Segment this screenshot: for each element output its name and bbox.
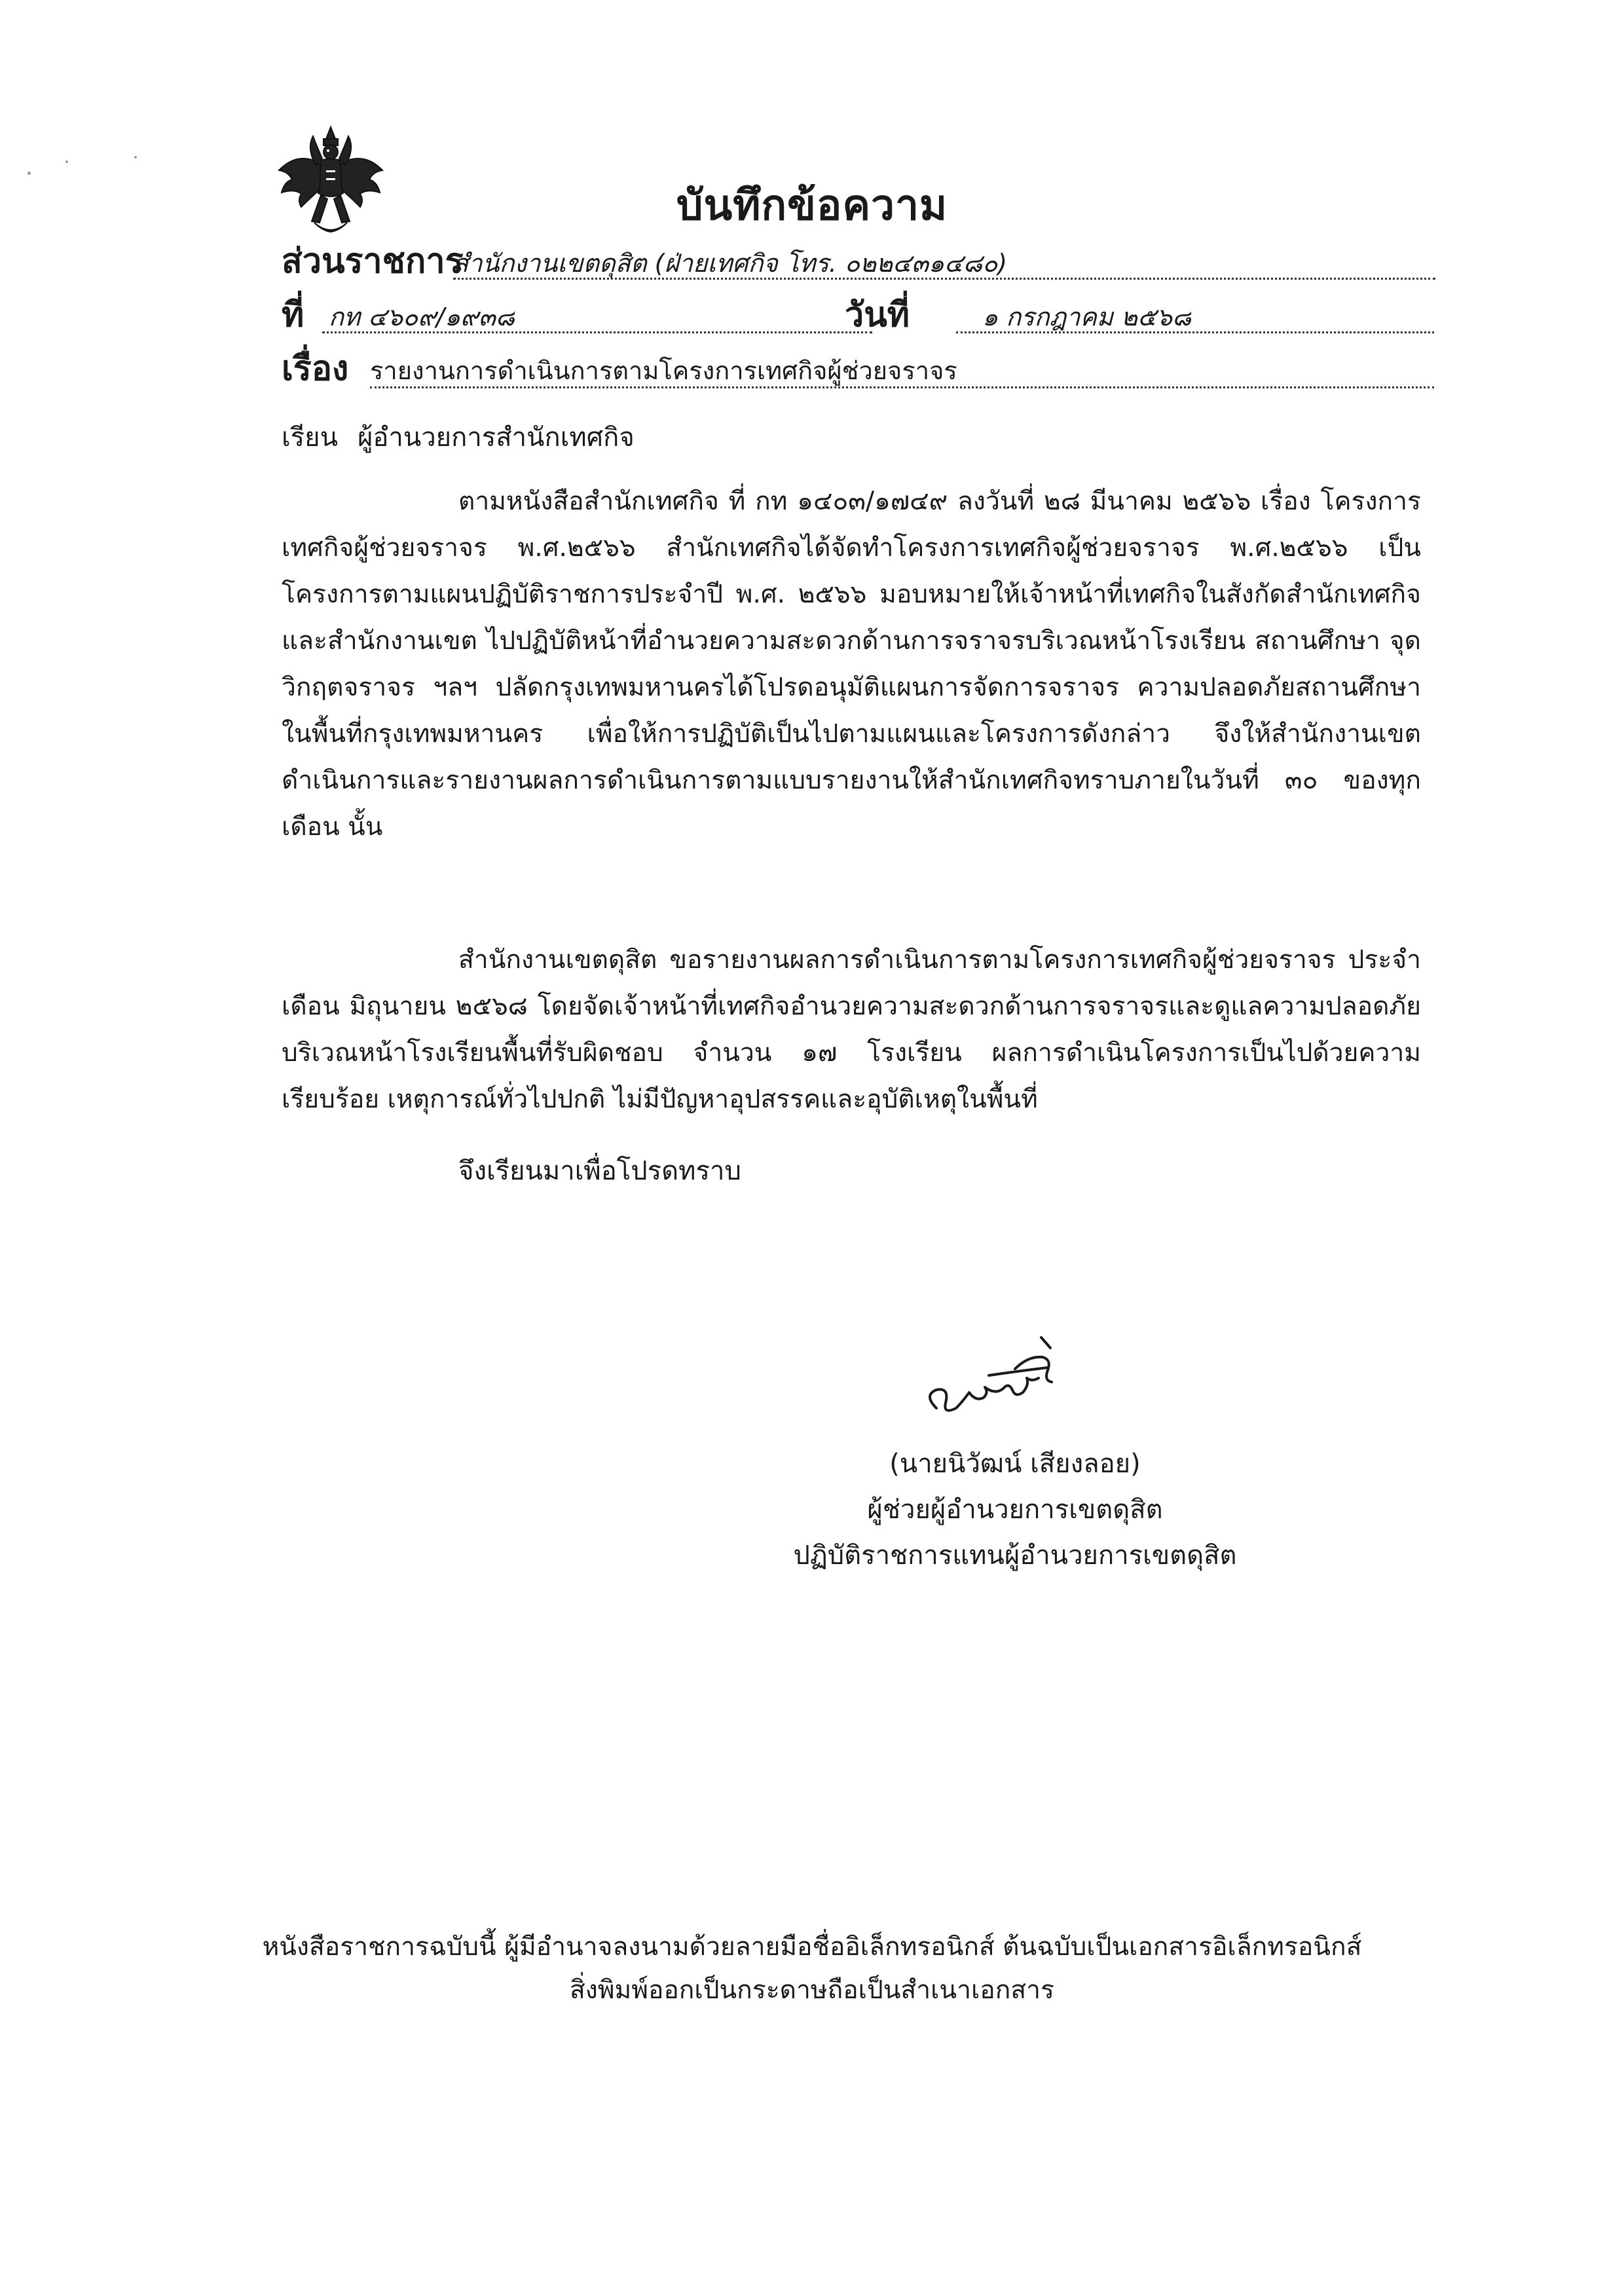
date-label: วันที่ [845,295,910,335]
subject-line [282,346,1441,392]
body-paragraph-1: ตามหนังสือสำนักเทศกิจ ที่ กท ๑๔๐๓/๑๗๔๙ ลงวันที่ ๒๘ มีนาคม ๒๕๖๖ เรื่อง โครงการเทศกิจผู้ช่วยจราจร พ.ศ.๒๕๖๖ สำนักเทศกิจได้จัดทำโครงการเทศกิจผู้ช่วยจราจร พ.ศ.๒๕๖๖ เป็นโครงการตามแผนปฏิบัติราชการประจำปี พ.ศ. ๒๕๖๖ มอบหมายให้เจ้าหน้าที่เทศกิจในสังกัดสำนักเทศกิจและสำนักงานเขต ไปปฏิบัติหน้าที่อำนวยความสะดวกด้านการจราจรบริเวณหน้าโรงเรียน สถานศึกษา จุดวิกฤตจราจร ฯลฯ ปลัดกรุงเทพมหานครได้โปรดอนุมัติแผนการจัดการจราจร ความปลอดภัยสถานศึกษาในพื้นที่กรุงเทพมหานคร เพื่อให้การปฏิบัติเป็นไปตามแผนและโครงการดังกล่าว จึงให้สำนักงานเขตดำเนินการและรายงานผลการดำเนินการตามแบบรายงานให้สำนักเทศกิจทราบภายในวันที่ ๓๐ ของทุกเดือน นั้น [282,487,1421,842]
ref-date-line [282,292,1441,338]
body-paragraph-2: สำนักงานเขตดุสิต ขอรายงานผลการดำเนินการตามโครงการเทศกิจผู้ช่วยจราจร ประจำเดือน มิถุนายน ๒๕๖๘ โดยจัดเจ้าหน้าที่เทศกิจอำนวยความสะดวกด้านการจราจรและดูแลความปลอดภัยบริเวณหน้าโรงเรียนพื้นที่รับผิดชอบ จำนวน ๑๗ โรงเรียน ผลการดำเนินโครงการเป็นไปด้วยความเรียบร้อย เหตุการณ์ทั่วไปปกติ ไม่มีปัญหาอุปสรรคและอุบัติเหตุในพื้นที่ [282,945,1421,1114]
scan-speck [65,160,68,163]
document-title: บันทึกข้อความ [676,181,948,230]
signer-position: ผู้ช่วยผู้อำนวยการเขตดุสิต [867,1495,1163,1525]
salutation-label: เรียน [282,422,338,453]
closing-line: จึงเรียนมาเพื่อโปรดทราบ [458,1156,741,1186]
signer-acting-position: ปฏิบัติราชการแทนผู้อำนวยการเขตดุสิต [793,1540,1237,1571]
date-value: ๑ กรกฎาคม ๒๕๖๘ [982,303,1192,331]
signer-name: (นายนิวัฒน์ เสียงลอย) [889,1449,1141,1479]
agency-line [282,238,1441,284]
agency-label: ส่วนราชการ [282,242,464,281]
salutation-recipient: ผู้อำนวยการสำนักเทศกิจ [357,422,635,453]
handwritten-signature [917,1330,1087,1434]
subject-dotted-line [370,386,1434,388]
electronic-signature-notice [0,1926,1624,2012]
ref-dotted-line [322,331,872,333]
agency-dotted-line [453,278,1435,280]
ref-value: กท ๔๖๐๙/๑๙๓๘ [329,303,515,331]
ref-label: ที่ [282,295,304,335]
footer-line-2: สิ่งพิมพ์ออกเป็นกระดาษถือเป็นสำเนาเอกสาร [569,1975,1054,2005]
scan-speck [134,156,137,159]
agency-value: สำนักงานเขตดุสิต (ฝ่ายเทศกิจ โทร. ๐๒๒๔๓๑๔๘๐) [453,249,1008,278]
subject-value: รายงานการดำเนินการตามโครงการเทศกิจผู้ช่วยจราจร [370,356,957,385]
date-dotted-line [956,331,1434,333]
subject-label: เรื่อง [282,349,349,388]
footer-line-1: หนังสือราชการฉบับนี้ ผู้มีอำนาจลงนามด้วยลายมือชื่ออิเล็กทรอนิกส์ ต้นฉบับเป็นเอกสารอิเล็กทรอนิกส์ [262,1932,1362,1962]
signature-block [720,1441,1310,1578]
salutation [282,419,635,456]
